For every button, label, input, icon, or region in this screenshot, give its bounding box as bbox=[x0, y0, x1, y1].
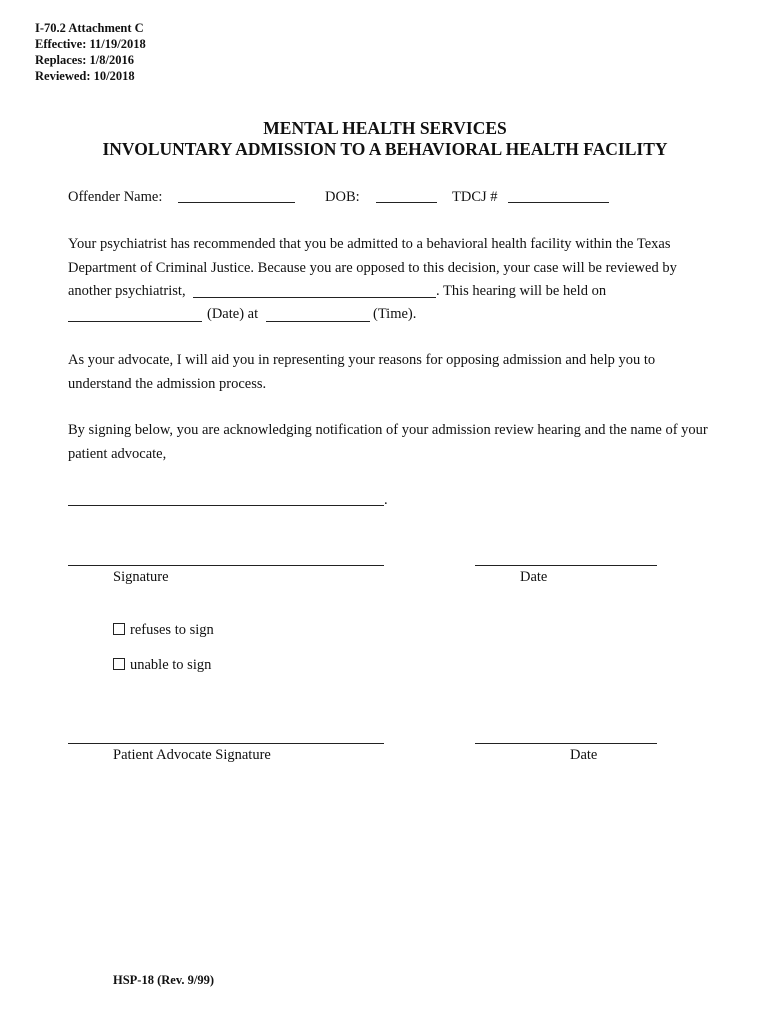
advocate-name-line[interactable] bbox=[68, 505, 384, 506]
unable-label: unable to sign bbox=[130, 657, 212, 673]
hearing-time-line[interactable] bbox=[266, 321, 370, 322]
replaces-date: Replaces: 1/8/2016 bbox=[35, 53, 134, 67]
paragraph-3-line-1: By signing below, you are acknowledging notification of your admission review hearing and the name of your bbox=[68, 422, 708, 438]
signature-date-line[interactable] bbox=[475, 565, 657, 566]
paragraph-1-line-2: Department of Criminal Justice. Because you are opposed to this decision, your case will be reviewed by bbox=[68, 260, 677, 276]
title-line-1: MENTAL HEALTH SERVICES bbox=[263, 118, 507, 138]
unable-checkbox[interactable] bbox=[113, 658, 125, 670]
attachment-id: I-70.2 Attachment C bbox=[35, 21, 144, 35]
offender-name-field[interactable] bbox=[178, 189, 295, 203]
tdcj-label: TDCJ # bbox=[452, 189, 498, 205]
hearing-date-line[interactable] bbox=[68, 321, 202, 322]
paragraph-3-line-2: patient advocate, bbox=[68, 446, 167, 462]
dob-label: DOB: bbox=[325, 189, 360, 205]
paragraph-1-line-1: Your psychiatrist has recommended that you be admitted to a behavioral health facility within the Texas bbox=[68, 236, 671, 252]
time-label: (Time). bbox=[373, 306, 417, 322]
tdcj-field[interactable] bbox=[508, 189, 609, 203]
refuses-checkbox[interactable] bbox=[113, 623, 125, 635]
unable-to-sign-option[interactable] bbox=[113, 656, 211, 674]
reviewed-date: Reviewed: 10/2018 bbox=[35, 69, 135, 83]
signature-line[interactable] bbox=[68, 565, 384, 566]
signature-label: Signature bbox=[113, 569, 169, 585]
effective-date: Effective: 11/19/2018 bbox=[35, 37, 146, 51]
date-label: (Date) at bbox=[207, 306, 259, 322]
advocate-date-label: Date bbox=[570, 747, 598, 763]
advocate-signature-label: Patient Advocate Signature bbox=[113, 747, 271, 763]
paragraph-1-line-3-prefix: another psychiatrist, bbox=[68, 283, 186, 299]
refuses-label: refuses to sign bbox=[130, 622, 214, 638]
document-header bbox=[35, 20, 146, 84]
offender-name-label: Offender Name: bbox=[68, 189, 163, 205]
signature-date-label: Date bbox=[520, 569, 548, 585]
advocate-date-line[interactable] bbox=[475, 743, 657, 744]
advocate-name-period: . bbox=[384, 492, 388, 508]
psychiatrist-name-line[interactable] bbox=[193, 297, 436, 298]
dob-field[interactable] bbox=[376, 189, 437, 203]
paragraph-2-line-1: As your advocate, I will aid you in representing your reasons for opposing admission and help you to bbox=[68, 352, 656, 368]
form-id: HSP-18 (Rev. 9/99) bbox=[113, 973, 215, 987]
refuses-to-sign-option[interactable] bbox=[113, 621, 214, 639]
paragraph-1-line-3-suffix: . This hearing will be held on bbox=[436, 283, 607, 299]
paragraph-2-line-2: understand the admission process. bbox=[68, 376, 267, 392]
advocate-signature-line[interactable] bbox=[68, 743, 384, 744]
title-line-2: INVOLUNTARY ADMISSION TO A BEHAVIORAL HEALTH FACILITY bbox=[102, 139, 668, 159]
